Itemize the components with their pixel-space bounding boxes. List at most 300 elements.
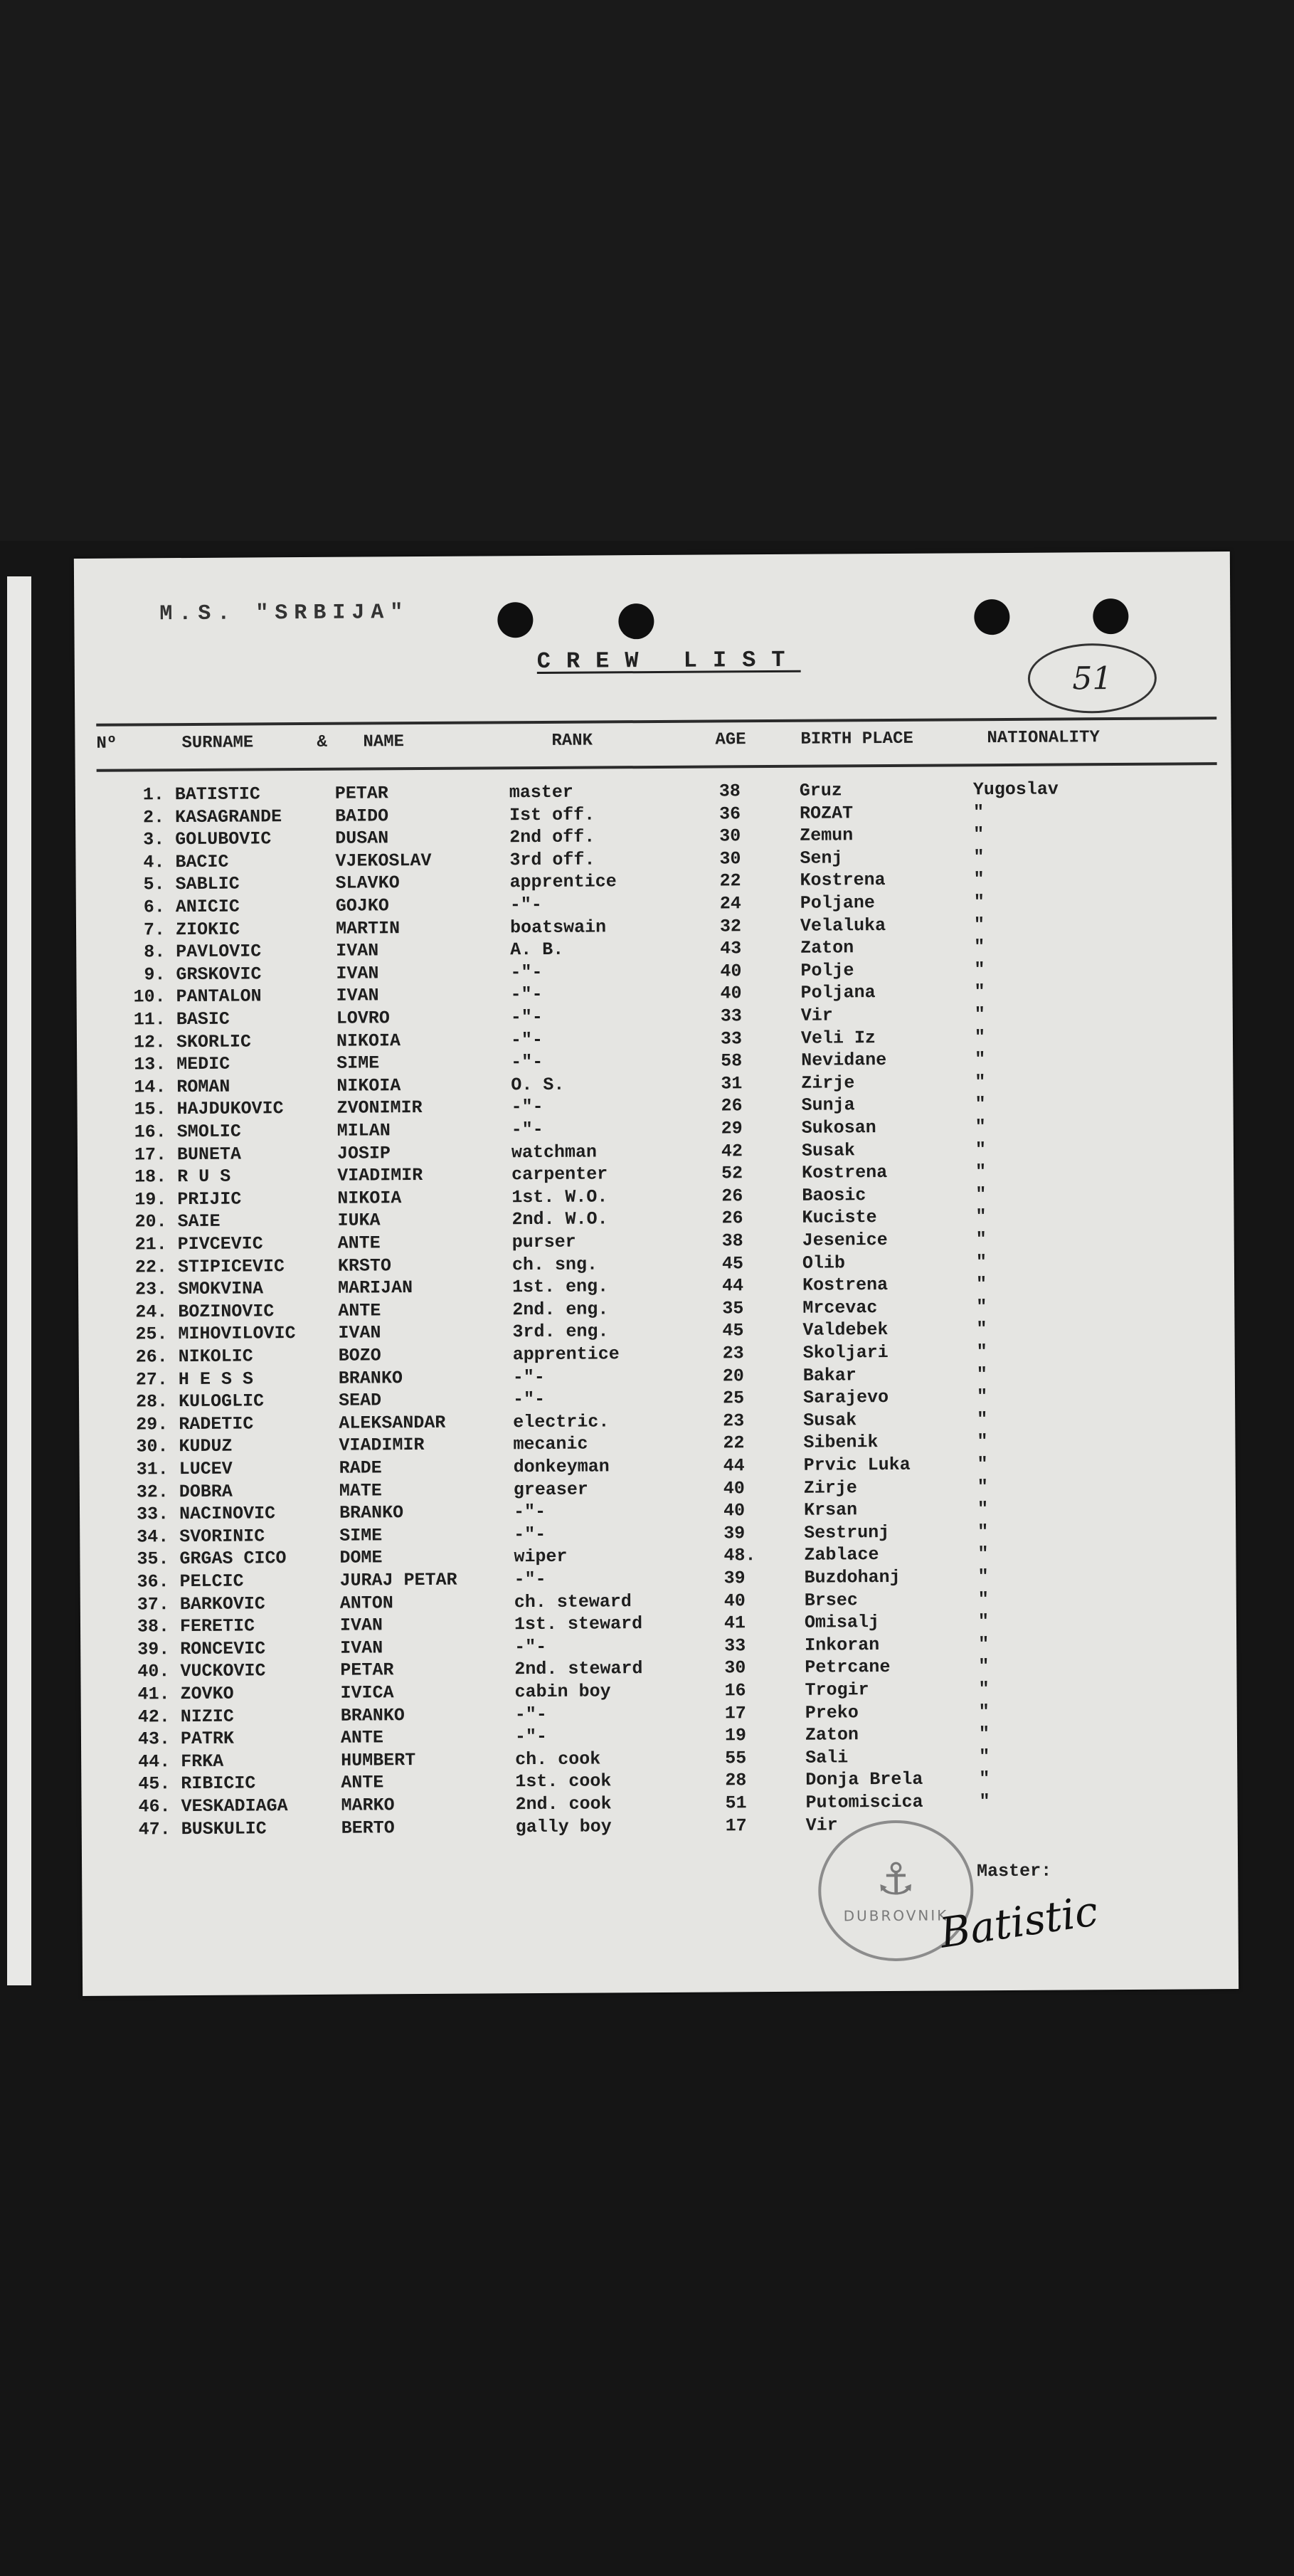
crew-name: BRANKO xyxy=(338,1367,403,1389)
crew-rank: 2nd off. xyxy=(509,826,595,848)
crew-name: VJEKOSLAV xyxy=(335,850,432,872)
crew-birth: Velaluka xyxy=(800,914,886,936)
crew-surname: SAIE xyxy=(177,1211,221,1232)
crew-nat: " xyxy=(977,1454,988,1475)
crew-no: 3. xyxy=(143,829,165,850)
crew-birth: Zaton xyxy=(805,1724,859,1746)
crew-age: 17 xyxy=(724,1702,746,1724)
header-surname: SURNAME xyxy=(181,733,254,754)
crew-birth: Buzdohanj xyxy=(804,1566,901,1588)
crew-rank: -"- xyxy=(512,1366,545,1388)
crew-name: JURAJ PETAR xyxy=(339,1569,457,1591)
anchor-icon: ⚓ xyxy=(876,1852,916,1906)
crew-birth: Zablace xyxy=(804,1544,879,1566)
crew-table-body xyxy=(75,778,1231,1840)
crew-birth: Brsec xyxy=(804,1589,858,1611)
header-no: Nº xyxy=(96,734,117,754)
crew-age: 30 xyxy=(724,1657,746,1679)
crew-age: 44 xyxy=(723,1455,745,1477)
crew-surname: FERETIC xyxy=(179,1615,255,1637)
crew-rank: electric. xyxy=(513,1411,610,1433)
crew-birth: ROZAT xyxy=(799,802,854,824)
crew-rank: apprentice xyxy=(509,871,617,893)
crew-name: ANTE xyxy=(341,1772,384,1794)
crew-no: 41. xyxy=(137,1684,170,1705)
crew-nat: " xyxy=(975,1117,986,1138)
header-rank: RANK xyxy=(551,731,593,751)
crew-name: JOSIP xyxy=(336,1142,391,1164)
crew-rank: 2nd. W.O. xyxy=(511,1208,608,1230)
crew-name: IVAN xyxy=(338,1322,381,1344)
crew-no: 12. xyxy=(133,1031,166,1053)
crew-birth: Jesenice xyxy=(802,1230,888,1251)
crew-rank: 3rd off. xyxy=(509,849,595,871)
crew-birth: Sukosan xyxy=(801,1117,876,1139)
crew-age: 39 xyxy=(723,1568,746,1589)
crew-nat: " xyxy=(978,1656,990,1677)
crew-birth: Inkoran xyxy=(805,1634,880,1656)
crew-surname: BUSKULIC xyxy=(181,1817,267,1839)
crew-birth: Senj xyxy=(800,848,843,869)
crew-nat: " xyxy=(977,1476,988,1497)
crew-surname: STIPICEVIC xyxy=(177,1255,285,1277)
crew-rank: apprentice xyxy=(512,1344,620,1366)
crew-rank: -"- xyxy=(511,1052,543,1073)
crew-name: VIADIMIR xyxy=(339,1435,425,1457)
crew-rank: -"- xyxy=(510,1006,543,1028)
crew-rank: 2nd. cook xyxy=(515,1793,612,1815)
crew-age: 23 xyxy=(722,1343,744,1364)
crew-birth: Kostrena xyxy=(800,870,886,892)
document-title: CREW LIST xyxy=(536,646,801,675)
crew-name: SIME xyxy=(339,1525,383,1546)
crew-age: 40 xyxy=(720,983,742,1004)
crew-birth: Petrcane xyxy=(805,1657,891,1679)
crew-rank: gally boy xyxy=(515,1815,612,1837)
crew-surname: ROMAN xyxy=(176,1076,230,1097)
crew-birth: Prvic Luka xyxy=(803,1454,911,1476)
crew-nat: " xyxy=(975,1251,987,1272)
crew-name: MARIJAN xyxy=(338,1277,413,1299)
crew-birth: Zemun xyxy=(800,825,854,846)
crew-birth: Poljane xyxy=(800,892,875,914)
crew-no: 11. xyxy=(133,1009,166,1030)
crew-age: 40 xyxy=(720,961,742,982)
crew-name: ALEKSANDAR xyxy=(339,1412,446,1434)
crew-age: 26 xyxy=(721,1208,743,1229)
crew-nat: " xyxy=(974,1004,985,1025)
crew-name: KRSTO xyxy=(337,1255,392,1277)
crew-rank: 2nd. eng. xyxy=(512,1299,609,1321)
crew-age: 28 xyxy=(725,1770,747,1791)
crew-surname: NIKOLIC xyxy=(178,1346,253,1368)
crew-name: SLAVKO xyxy=(335,872,400,894)
crew-no: 27. xyxy=(135,1368,168,1390)
punch-hole xyxy=(618,603,654,639)
crew-name: NIKOIA xyxy=(336,1030,401,1052)
crew-nat: " xyxy=(979,1768,990,1790)
crew-surname: BUNETA xyxy=(176,1144,242,1165)
crew-rank: ch. steward xyxy=(514,1590,632,1612)
crew-rank: 3rd. eng. xyxy=(512,1321,609,1343)
crew-no: 40. xyxy=(137,1661,170,1682)
crew-age: 38 xyxy=(718,781,741,802)
crew-surname: H E S S xyxy=(178,1368,254,1390)
header-age: AGE xyxy=(715,730,746,750)
crew-birth: Sarajevo xyxy=(802,1387,889,1408)
crew-name: DOME xyxy=(339,1547,383,1569)
crew-surname: SMOLIC xyxy=(176,1121,241,1143)
crew-name: IVAN xyxy=(336,963,379,984)
crew-surname: R U S xyxy=(177,1166,231,1188)
crew-name: DUSAN xyxy=(335,828,389,849)
crew-age: 51 xyxy=(725,1793,747,1814)
crew-surname: GRSKOVIC xyxy=(176,964,262,985)
header-name: NAME xyxy=(363,732,405,752)
crew-nat: " xyxy=(977,1543,989,1565)
crew-birth: Vir xyxy=(800,1005,833,1026)
crew-nat: " xyxy=(976,1341,987,1363)
crew-birth: Donja Brela xyxy=(805,1769,923,1791)
crew-no: 26. xyxy=(135,1346,168,1368)
crew-age: 24 xyxy=(719,893,741,914)
crew-birth: Sestrunj xyxy=(804,1521,890,1543)
crew-nat: " xyxy=(975,1206,987,1228)
page-number-circle xyxy=(1028,643,1157,714)
crew-no: 44. xyxy=(138,1751,171,1773)
crew-nat: " xyxy=(974,981,985,1003)
crew-name: BAIDO xyxy=(334,805,389,827)
crew-age: 30 xyxy=(719,825,741,847)
crew-rank: -"- xyxy=(509,894,542,916)
crew-birth: Susak xyxy=(803,1410,857,1431)
crew-no: 43. xyxy=(137,1728,171,1750)
crew-surname: VUCKOVIC xyxy=(180,1660,266,1682)
crew-nat: " xyxy=(978,1633,990,1655)
crew-nat: " xyxy=(973,914,985,935)
crew-rank: ch. cook xyxy=(515,1748,601,1770)
crew-surname: RIBICIC xyxy=(181,1773,256,1795)
crew-name: MARKO xyxy=(341,1795,395,1816)
crew-rank: -"- xyxy=(514,1726,548,1748)
crew-rank: A. B. xyxy=(510,939,564,961)
crew-age: 17 xyxy=(725,1815,747,1837)
crew-no: 9. xyxy=(144,964,166,986)
crew-rank: 1st. steward xyxy=(514,1613,643,1635)
crew-rank: 1st. cook xyxy=(515,1770,612,1793)
crew-birth: Veli Iz xyxy=(800,1027,876,1049)
crew-age: 43 xyxy=(720,938,742,959)
crew-birth: Kuciste xyxy=(802,1207,877,1229)
crew-nat: " xyxy=(977,1499,989,1520)
crew-rank: carpenter xyxy=(511,1163,608,1186)
crew-age: 16 xyxy=(724,1680,746,1701)
crew-age: 40 xyxy=(723,1477,745,1499)
crew-name: BRANKO xyxy=(340,1704,405,1726)
crew-age: 45 xyxy=(721,1252,744,1274)
crew-rank: -"- xyxy=(511,1119,543,1141)
crew-nat: " xyxy=(975,1049,986,1070)
crew-surname: SVORINIC xyxy=(179,1526,265,1547)
crew-rank: -"- xyxy=(512,1389,546,1410)
crew-nat: " xyxy=(976,1274,987,1295)
table-header xyxy=(75,727,1231,766)
crew-surname: DOBRA xyxy=(179,1481,233,1502)
crew-surname: BATISTIC xyxy=(174,783,260,806)
crew-no: 22. xyxy=(134,1256,168,1278)
crew-name: ANTE xyxy=(340,1727,384,1748)
crew-age: 32 xyxy=(719,915,742,937)
crew-birth: Putomiscica xyxy=(805,1791,923,1813)
crew-name: IVAN xyxy=(336,985,379,1007)
crew-surname: KULOGLIC xyxy=(178,1390,265,1413)
crew-nat: " xyxy=(977,1588,989,1610)
crew-name: LOVRO xyxy=(336,1008,390,1029)
crew-name: MATE xyxy=(339,1479,382,1501)
crew-no: 18. xyxy=(134,1166,167,1188)
crew-name: IVAN xyxy=(340,1637,383,1659)
crew-rank: greaser xyxy=(513,1479,588,1500)
crew-no: 28. xyxy=(135,1391,169,1413)
crew-rank: donkeyman xyxy=(513,1456,610,1478)
stamp-text: DUBROVNIK xyxy=(843,1906,949,1925)
crew-age: 22 xyxy=(719,870,741,892)
crew-age: 23 xyxy=(723,1410,745,1432)
crew-no: 13. xyxy=(134,1054,166,1075)
crew-birth: Valdebek xyxy=(802,1319,889,1341)
crew-nat: " xyxy=(976,1296,987,1318)
crew-age: 22 xyxy=(723,1432,745,1454)
crew-surname: MEDIC xyxy=(176,1053,230,1075)
crew-age: 36 xyxy=(718,803,741,825)
crew-age: 58 xyxy=(721,1050,743,1072)
crew-surname: NIZIC xyxy=(180,1706,234,1727)
crew-name: SIME xyxy=(336,1052,380,1074)
crew-birth: Trogir xyxy=(805,1679,869,1701)
crew-surname: ANICIC xyxy=(175,896,240,918)
crew-no: 23. xyxy=(135,1279,168,1300)
crew-birth: Kostrena xyxy=(802,1274,889,1296)
crew-age: 55 xyxy=(725,1748,747,1769)
crew-name: IVAN xyxy=(336,940,379,961)
crew-no: 45. xyxy=(138,1773,171,1795)
crew-rank: -"- xyxy=(514,1704,547,1725)
crew-age: 45 xyxy=(722,1320,744,1341)
crew-no: 16. xyxy=(134,1121,166,1143)
crew-name: ANTON xyxy=(339,1592,393,1614)
crew-birth: Vir xyxy=(805,1815,838,1836)
crew-birth: Zaton xyxy=(800,937,854,959)
crew-nat: " xyxy=(978,1679,990,1700)
crew-nat: " xyxy=(974,1026,986,1047)
crew-no: 21. xyxy=(134,1234,167,1255)
crew-birth: Polje xyxy=(800,960,854,981)
crew-rank: Ist off. xyxy=(509,804,595,825)
crew-birth: Zirje xyxy=(803,1477,857,1499)
crew-nat: " xyxy=(975,1094,986,1115)
crew-age: 20 xyxy=(722,1365,744,1387)
crew-name: ZVONIMIR xyxy=(336,1097,423,1119)
crew-nat: " xyxy=(977,1431,988,1452)
crew-rank: -"- xyxy=(514,1636,547,1658)
crew-age: 29 xyxy=(721,1118,743,1139)
crew-nat: " xyxy=(979,1791,990,1812)
crew-no: 19. xyxy=(134,1188,167,1210)
crew-rank: -"- xyxy=(510,961,543,983)
crew-age: 31 xyxy=(721,1073,743,1094)
crew-rank: watchman xyxy=(511,1141,598,1163)
crew-age: 35 xyxy=(722,1298,744,1319)
crew-surname: BARKOVIC xyxy=(179,1593,265,1615)
crew-birth: Sibenik xyxy=(803,1432,879,1454)
crew-age: 40 xyxy=(723,1500,746,1521)
crew-surname: FRKA xyxy=(181,1751,224,1772)
crew-age: 25 xyxy=(722,1388,745,1409)
crew-birth: Kostrena xyxy=(802,1162,888,1183)
crew-no: 25. xyxy=(135,1324,168,1345)
crew-no: 14. xyxy=(134,1077,166,1098)
crew-nat: " xyxy=(976,1363,987,1385)
crew-name: BOZO xyxy=(338,1345,381,1366)
crew-rank: 1st. W.O. xyxy=(511,1186,608,1208)
crew-no: 4. xyxy=(143,852,165,873)
crew-nat: " xyxy=(979,1746,990,1768)
crew-age: 38 xyxy=(721,1230,743,1252)
master-signature: Batistic xyxy=(936,1886,1101,1958)
master-label: Master: xyxy=(977,1860,1052,1882)
crew-age: 48. xyxy=(723,1545,756,1566)
crew-no: 39. xyxy=(137,1638,170,1660)
crew-surname: MIHOVILOVIC xyxy=(178,1323,296,1345)
crew-rank: -"- xyxy=(514,1524,546,1546)
crew-surname: HAJDUKOVIC xyxy=(176,1098,284,1120)
crew-surname: KASAGRANDE xyxy=(174,806,282,828)
crew-name: PETAR xyxy=(334,783,388,804)
crew-name: VIADIMIR xyxy=(337,1165,423,1186)
crew-surname: PAVLOVIC xyxy=(176,941,262,963)
crew-no: 29. xyxy=(136,1413,169,1435)
crew-nat: " xyxy=(975,1139,987,1160)
crew-name: GOJKO xyxy=(335,895,389,917)
crew-nat: " xyxy=(973,846,985,868)
header-ampersand: & xyxy=(317,732,327,752)
crew-nat: " xyxy=(974,936,985,958)
crew-surname: PANTALON xyxy=(176,986,262,1008)
crew-no: 42. xyxy=(137,1706,170,1728)
crew-no: 36. xyxy=(137,1571,169,1593)
crew-name: RADE xyxy=(339,1457,382,1479)
dark-background xyxy=(0,0,1294,541)
crew-no: 8. xyxy=(144,941,166,963)
crew-age: 30 xyxy=(719,848,741,870)
crew-surname: PIVCEVIC xyxy=(177,1233,263,1255)
crew-no: 10. xyxy=(133,986,166,1008)
crew-no: 2. xyxy=(142,806,165,828)
scan-edge-strip xyxy=(7,576,31,1985)
ship-name: M.S. "SRBIJA" xyxy=(159,601,410,627)
crew-birth: Preko xyxy=(805,1701,859,1724)
crew-birth: Mrcevac xyxy=(802,1297,878,1319)
crew-name: NIKOIA xyxy=(337,1187,402,1209)
crew-rank: -"- xyxy=(511,1097,543,1118)
crew-no: 15. xyxy=(134,1099,166,1120)
crew-name: SEAD xyxy=(338,1390,382,1411)
crew-birth: Skoljari xyxy=(802,1342,889,1363)
crew-birth: Nevidane xyxy=(801,1050,887,1071)
crew-rank: mecanic xyxy=(513,1433,588,1455)
crew-birth: Zirje xyxy=(801,1072,855,1094)
crew-age: 33 xyxy=(724,1635,746,1657)
crew-surname: RADETIC xyxy=(179,1413,254,1435)
crew-age: 39 xyxy=(723,1523,746,1544)
crew-no: 6. xyxy=(143,897,165,918)
crew-rank: master xyxy=(509,781,573,803)
crew-age: 44 xyxy=(722,1275,744,1297)
header-nationality: NATIONALITY xyxy=(987,728,1100,749)
crew-no: 24. xyxy=(135,1301,168,1323)
crew-nat: " xyxy=(977,1566,989,1588)
crew-nat: " xyxy=(978,1701,990,1722)
crew-surname: PRIJIC xyxy=(177,1188,242,1210)
crew-birth: Krsan xyxy=(803,1499,858,1521)
crew-birth: Susak xyxy=(801,1139,856,1161)
crew-rank: -"- xyxy=(510,1029,543,1050)
crew-nat: " xyxy=(977,1611,990,1632)
crew-name: IUKA xyxy=(337,1210,381,1232)
crew-name: ANTE xyxy=(338,1300,381,1321)
crew-name: BRANKO xyxy=(339,1502,404,1524)
crew-nat: " xyxy=(973,869,985,890)
crew-nat: " xyxy=(976,1319,987,1340)
crew-no: 7. xyxy=(143,919,166,940)
punch-hole xyxy=(974,599,1009,635)
crew-birth: Olib xyxy=(802,1252,846,1274)
crew-birth: Bakar xyxy=(802,1364,857,1386)
crew-nat: " xyxy=(973,824,985,845)
punch-hole xyxy=(1093,598,1128,634)
crew-no: 34. xyxy=(137,1526,169,1548)
crew-age: 26 xyxy=(721,1186,743,1207)
crew-nat: Yugoslav xyxy=(972,778,1059,801)
crew-no: 38. xyxy=(137,1616,170,1637)
crew-surname: GRGAS CICO xyxy=(179,1548,287,1570)
crew-surname: RONCEVIC xyxy=(180,1638,266,1659)
crew-nat: " xyxy=(976,1386,988,1408)
crew-nat: " xyxy=(975,1071,986,1093)
crew-no: 46. xyxy=(138,1796,171,1817)
crew-nat: " xyxy=(972,801,985,823)
crew-age: 19 xyxy=(724,1725,747,1746)
crew-rank: -"- xyxy=(510,984,543,1005)
crew-surname: BOZINOVIC xyxy=(178,1301,275,1322)
crew-list-sheet xyxy=(74,551,1239,1996)
crew-rank: -"- xyxy=(514,1568,546,1590)
crew-name: IVAN xyxy=(339,1615,383,1636)
crew-name: ANTE xyxy=(337,1232,381,1254)
crew-nat: " xyxy=(975,1161,987,1183)
crew-nat: " xyxy=(977,1521,989,1543)
crew-no: 5. xyxy=(143,874,165,895)
crew-surname: SMOKVINA xyxy=(178,1278,264,1300)
crew-surname: GOLUBOVIC xyxy=(175,828,272,850)
crew-age: 42 xyxy=(721,1140,743,1162)
crew-name: PETAR xyxy=(340,1659,394,1682)
crew-age: 33 xyxy=(720,1028,743,1050)
crew-nat: " xyxy=(975,1183,987,1205)
crew-surname: VESKADIAGA xyxy=(181,1795,288,1817)
crew-no: 32. xyxy=(136,1481,169,1503)
crew-rank: 1st. eng. xyxy=(512,1276,609,1298)
